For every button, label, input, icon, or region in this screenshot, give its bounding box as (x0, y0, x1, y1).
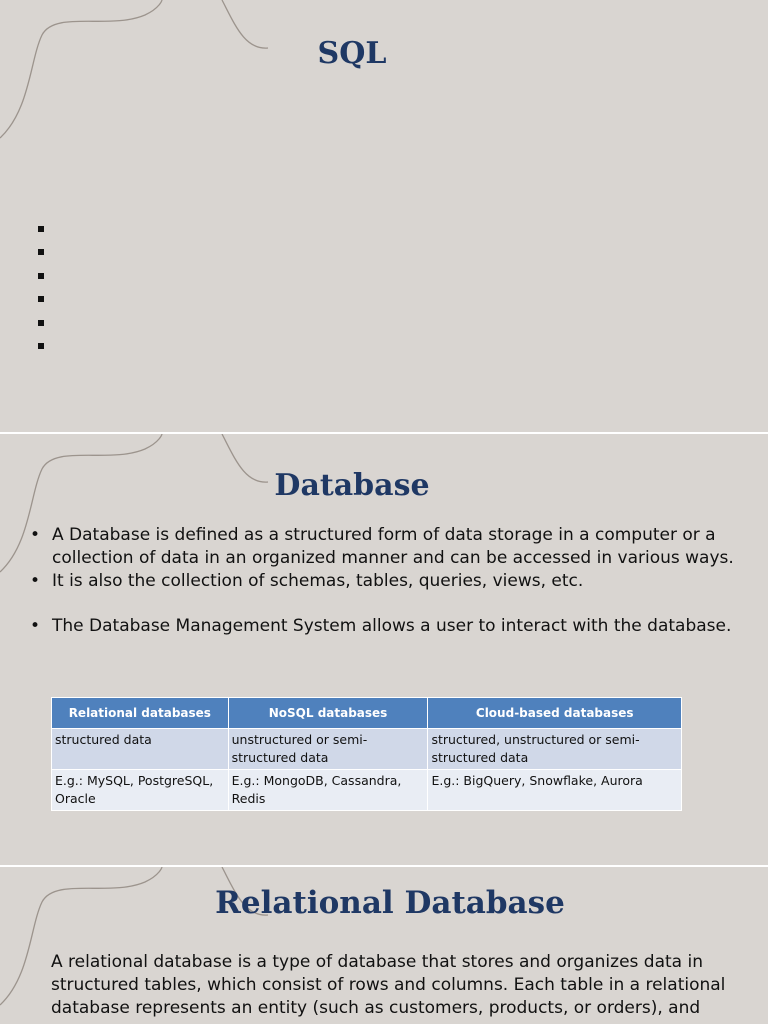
slide-relational-database (0, 867, 768, 1024)
bullet-marker (38, 249, 44, 255)
table-header: Cloud-based databases (428, 698, 682, 729)
bullet-marker (38, 273, 44, 279)
body-paragraph: A relational database is a type of database that stores and organizes data in structured tables, which consist of rows and columns. Each table in a relational database represents an entity (such as customers, products, or orders), and (51, 952, 726, 1018)
empty-bullet-list (38, 226, 44, 366)
bullet-marker (38, 296, 44, 302)
table-row (52, 770, 682, 811)
bullet-marker (38, 343, 44, 349)
database-types-table (51, 697, 682, 811)
table-cell: E.g.: MySQL, PostgreSQL, Oracle (52, 770, 229, 811)
table-cell: E.g.: BigQuery, Snowflake, Aurora (428, 770, 682, 811)
decorative-curve-icon (0, 0, 300, 150)
bullet-marker (38, 226, 44, 232)
bullet-list (30, 524, 750, 638)
slide-title: SQL (317, 36, 387, 71)
table-header: NoSQL databases (228, 698, 428, 729)
bullet-item: • It is also the collection of schemas, tables, queries, views, etc. (30, 570, 750, 593)
bullet-marker (38, 320, 44, 326)
slide-title: Database (274, 468, 430, 503)
table-header: Relational databases (52, 698, 229, 729)
table-cell: structured data (52, 729, 229, 770)
slide-database (0, 434, 768, 865)
table-row (52, 729, 682, 770)
table-cell: E.g.: MongoDB, Cassandra, Redis (228, 770, 428, 811)
table-cell: structured, unstructured or semi-structured data (428, 729, 682, 770)
bullet-item: • A Database is defined as a structured form of data storage in a computer or a collection of data in an organized manner and can be accessed in various ways. (30, 524, 750, 570)
slide-sql (0, 0, 768, 432)
slide-title: Relational Database (215, 885, 565, 921)
bullet-item: • The Database Management System allows a user to interact with the database. (30, 615, 750, 638)
table-cell: unstructured or semi-structured data (228, 729, 428, 770)
